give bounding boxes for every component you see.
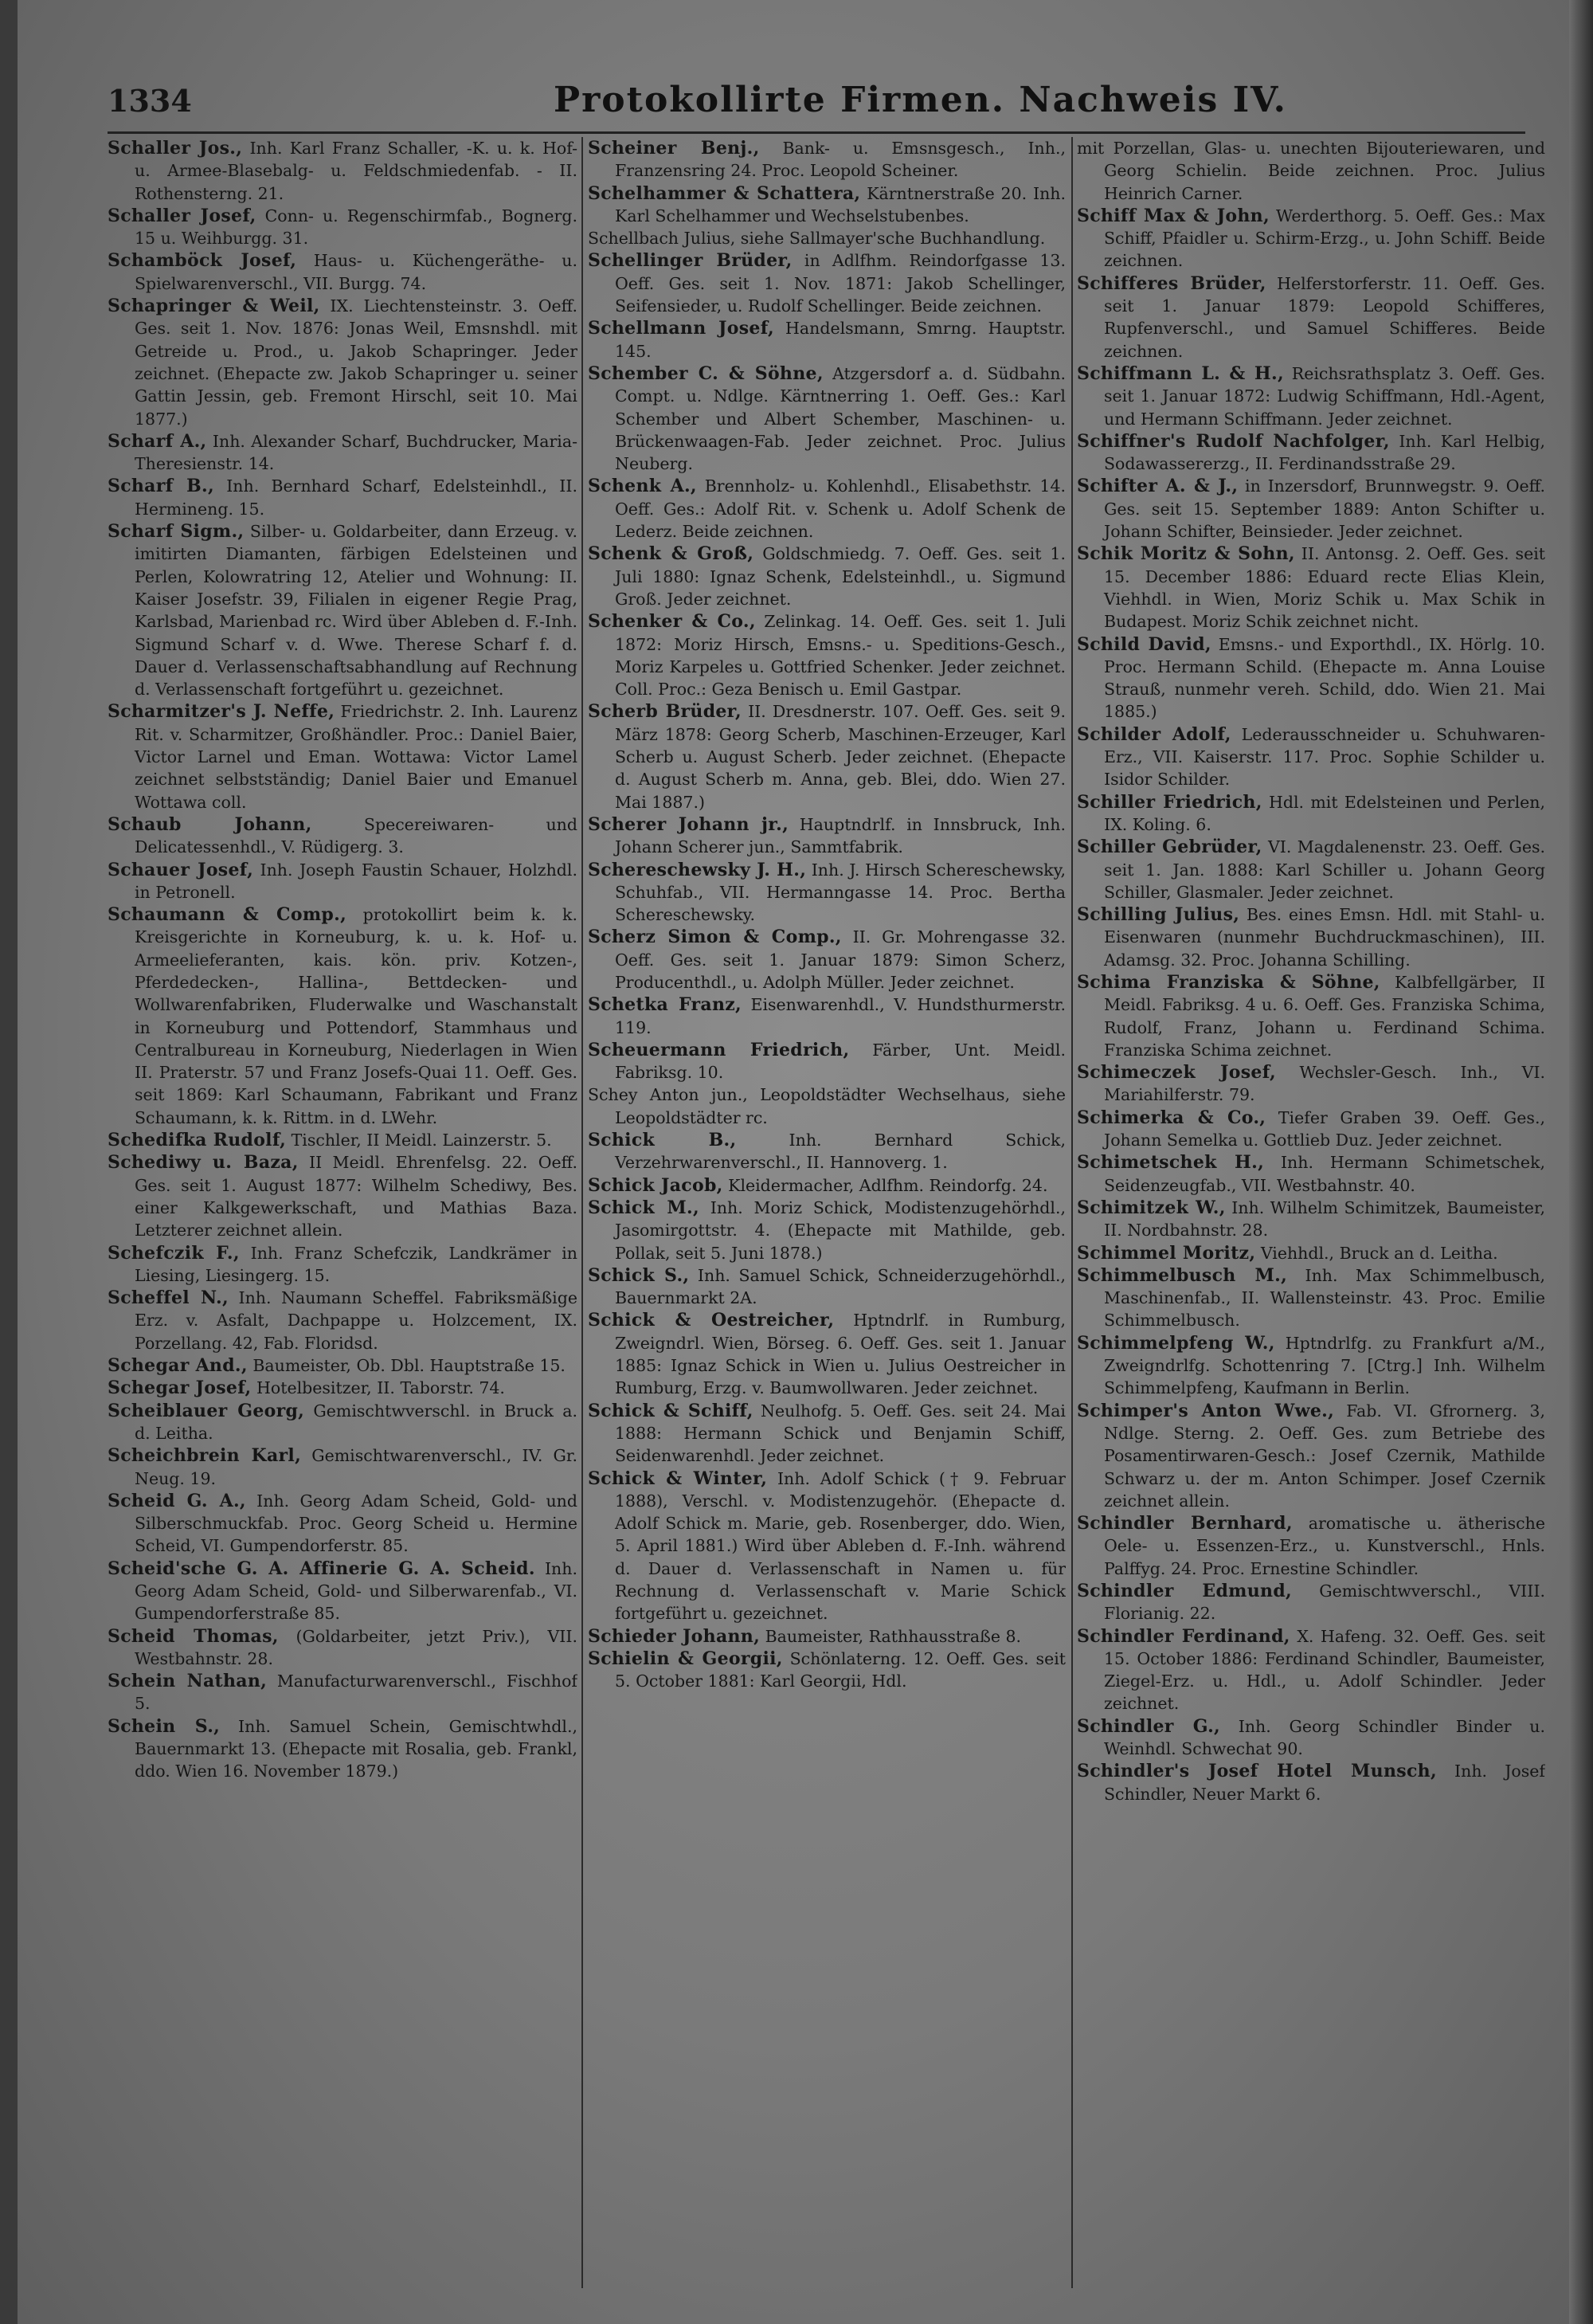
entry-details: Inh. Naumann Scheffel. Fabriksmäßige Erz. v. Asfalt, Dachpappe u. Holzcement, IX. Porzellang. 42, Fab. Floridsd.: [135, 1288, 577, 1353]
firm-name: Schenker & Co.,: [588, 611, 756, 633]
entry-details: IX. Liechtensteinstr. 3. Oeff. Ges. seit 1. Nov. 1876: Jonas Weil, Emsnshdl. mit Getreide u. Prod., u. Jakob Schapringer. Jeder zeichnet. (Ehepacte zw. Jakob Schapringer u. seiner Gattin Jessin, geb. Fremont Hirschl, seit 10. Mai 1877.): [135, 296, 577, 429]
firm-name: Schellinger Brüder,: [588, 250, 793, 272]
entry-details: Wechsler-Gesch. Inh., VI. Mariahilferstr. 79.: [1104, 1063, 1545, 1105]
directory-entry: [588, 1129, 1066, 1174]
entry-details: Inh. J. Hirsch Schereschewsky, Schuhfab., VII. Hermanngasse 14. Proc. Bertha Schereschewsky.: [615, 860, 1066, 925]
directory-entry: [1077, 971, 1545, 1061]
firm-name: Schenk A.,: [588, 476, 697, 497]
firm-name: Schereschewsky J. H.,: [588, 859, 807, 880]
directory-entry: [1077, 1625, 1545, 1715]
directory-entry: [588, 1174, 1066, 1197]
entry-details: Brennholz- u. Kohlenhdl., Elisabethstr. 14. Oeff. Ges.: Adolf Rit. v. Schenk u. Adolf Schenk de Lederz. Beide zeichnen.: [615, 476, 1066, 542]
entry-details: Gemischtwverschl., VIII. Florianig. 22.: [1104, 1581, 1545, 1624]
firm-name: Schaller Jos.,: [108, 138, 243, 159]
directory-entry: [108, 859, 577, 904]
firm-name: Schick & Oestreicher,: [588, 1310, 835, 1331]
firm-name: Scheid G. A.,: [108, 1490, 246, 1511]
firm-name: Schapringer & Weil,: [108, 296, 320, 317]
entry-details: Inh. Adolf Schick († 9. Februar 1888), Verschl. v. Modistenzugehör. (Ehepacte d. Adolf Schick m. Marie, geb. Rosenberger, ddo. Wien, 5. April 1881.) Wird über Ableben d. F.-Inh. während d. Dauer d. Verlassenschaft in Namen u. für Rechnung d. Verlassenschaft v. Marie Schick fortgeführt u. gezeichnet.: [615, 1468, 1066, 1624]
directory-entry: [1077, 1715, 1545, 1761]
directory-entry: [108, 430, 577, 476]
firm-name: Schifferes Brüder,: [1077, 272, 1266, 294]
firm-name: Schimitzek W.,: [1077, 1197, 1226, 1218]
firm-name: Scheiner Benj.,: [588, 138, 760, 159]
directory-entry: [108, 137, 577, 205]
entry-details: mit Porzellan, Glas- u. unechten Bijouteriewaren, und Georg Schielin. Beide zeichnen. Proc. Julius Heinrich Carner.: [1077, 139, 1545, 203]
entry-details: in Inzersdorf, Brunnwegstr. 9. Oeff. Ges. seit 15. September 1889: Anton Schifter u. Johann Schifter, Beinsieder. Jeder zeichnet.: [1104, 476, 1545, 542]
firm-name: Schimmelbusch M.,: [1077, 1264, 1288, 1286]
entry-details: Inh. Georg Adam Scheid, Gold- und Silberwarenfab., VI. Gumpendorferstraße 85.: [135, 1558, 577, 1624]
firm-name: Schegar And.,: [108, 1355, 248, 1377]
firm-name: Schindler G.,: [1077, 1715, 1221, 1737]
directory-entry: [108, 903, 577, 1129]
directory-entry: [588, 182, 1066, 228]
entry-details: Goldschmiedg. 7. Oeff. Ges. seit 1. Juli 1880: Ignaz Schenk, Edelsteinhdl., u. Sigmund Groß. Jeder zeichnet.: [615, 544, 1066, 609]
directory-entry: [1077, 430, 1545, 476]
entry-details: X. Hafeng. 32. Oeff. Ges. seit 15. October 1886: Ferdinand Schindler, Baumeister, Ziegel-Erz. u. Hdl., u. Adolf Schindler. Jeder zeichnet.: [1104, 1626, 1545, 1714]
firm-name: Schiller Gebrüder,: [1077, 837, 1262, 858]
directory-entry: [1077, 1264, 1545, 1332]
firm-name: Scherb Brüder,: [588, 701, 742, 723]
firm-name: Schellmann Josef,: [588, 318, 774, 339]
page-header: [108, 80, 1525, 127]
firm-name: Schimeczek Josef,: [1077, 1062, 1276, 1084]
directory-entry: [588, 926, 1066, 993]
firm-name: Schiff Max & John,: [1077, 205, 1270, 226]
directory-entry: [108, 1490, 577, 1558]
firm-name: Schein Nathan,: [108, 1671, 268, 1692]
directory-entry: [108, 1129, 577, 1151]
directory-entry: [108, 1444, 577, 1490]
directory-entry: [1077, 1107, 1545, 1152]
directory-entry: [108, 520, 577, 700]
firm-name: Schimerka & Co.,: [1077, 1107, 1266, 1128]
entry-details: Schey Anton jun., Leopoldstädter Wechselhaus, siehe Leopoldstädter rc.: [588, 1085, 1066, 1127]
firm-name: Scheichbrein Karl,: [108, 1445, 302, 1467]
firm-name: Schik Moritz & Sohn,: [1077, 543, 1295, 565]
entry-details: Hotelbesitzer, II. Taborstr. 74.: [251, 1378, 505, 1398]
directory-entry: [1077, 836, 1545, 903]
entry-details: Tischler, II Meidl. Lainzerstr. 5.: [286, 1131, 552, 1150]
directory-entry: [1077, 1197, 1545, 1242]
directory-entry: [108, 249, 577, 295]
firm-name: Schindler Bernhard,: [1077, 1513, 1293, 1534]
entry-details: Silber- u. Goldarbeiter, dann Erzeug. v. imitirten Diamanten, färbigen Edelsteinen und Perlen, Kolowratring 12, Atelier und Wohnung: II. Kaiser Josefstr. 39, Filialen in eigener Regie Prag, Karlsbad, Marienbad rc. Wird über Ableben d. F.-Inh. Sigmund Scharf v. d. Wwe. Therese Scharf f. d. Dauer d. Verlassenschaftsabhandlung auf Rechnung d. Verlassenschaft fortgeführt u. gezeichnet.: [135, 522, 577, 700]
entry-details: II. Antonsg. 2. Oeff. Ges. seit 15. December 1886: Eduard recte Elias Klein, Viehhdl. in Wien, Moriz Schik u. Max Schik in Budapest. Moriz Schik zeichnet nicht.: [1104, 544, 1545, 632]
firm-name: Scheiblauer Georg,: [108, 1400, 305, 1421]
firm-name: Scherz Simon & Comp.,: [588, 927, 842, 948]
entry-details: Inh. Karl Franz Schaller, -K. u. k. Hof- u. Armee-Blasebalg- u. Feldschmiedenfab. - II. Rothensterng. 21.: [135, 139, 577, 203]
firm-name: Schieder Johann,: [588, 1625, 761, 1647]
directory-entry: [588, 1309, 1066, 1399]
firm-name: Schimmel Moritz,: [1077, 1242, 1256, 1264]
firm-name: Schielin & Georgii,: [588, 1648, 783, 1669]
firm-name: Schick M.,: [588, 1197, 699, 1218]
entry-details: Hptndrlfg. zu Frankfurt a/M., Zweigndrlfg. Schottenring 7. [Ctrg.] Inh. Wilhelm Schimmelpfeng, Kaufmann in Berlin.: [1104, 1333, 1545, 1398]
scan-edge-right: [1569, 0, 1593, 2324]
entry-details: VI. Magdalenenstr. 23. Oeff. Ges. seit 1. Jan. 1888: Karl Schiller u. Johann Georg Schiller, Glasmaler. Jeder zeichnet.: [1104, 837, 1545, 902]
directory-entry: [588, 317, 1066, 363]
firm-name: Schima Franziska & Söhne,: [1077, 971, 1380, 993]
entry-details: Schönlaterng. 12. Oeff. Ges. seit 5. October 1881: Karl Georgii, Hdl.: [615, 1648, 1066, 1691]
firm-name: Schild David,: [1077, 633, 1211, 655]
firm-name: Schiffner's Rudolf Nachfolger,: [1077, 430, 1390, 452]
directory-entry: [588, 1400, 1066, 1468]
entry-details: Inh. Bernhard Scharf, Edelsteinhdl., II. Hermineng. 15.: [135, 476, 577, 519]
firm-name: Scheuermann Friedrich,: [588, 1039, 850, 1060]
entry-details: Inh. Bernhard Schick, Verzehrwarenverschl., II. Hannoverg. 1.: [615, 1131, 1066, 1173]
firm-name: Schauer Josef,: [108, 859, 254, 880]
firm-name: Schiffmann L. & H.,: [1077, 363, 1284, 384]
directory-entry: [1077, 363, 1545, 430]
firm-name: Schick & Schiff,: [588, 1400, 753, 1421]
firm-name: Schember C. & Söhne,: [588, 363, 824, 384]
entry-details: Zelinkag. 14. Oeff. Ges. seit 1. Juli 1872: Moriz Hirsch, Emsns.- u. Speditions-Gesch., Moriz Karpeles u. Gottfried Schenker. Jeder zeichnet. Coll. Proc.: Geza Benisch u. Emil Gastpar.: [615, 612, 1066, 700]
column-1: [108, 137, 577, 2288]
entry-details: in Adlfhm. Reindorfgasse 13. Oeff. Ges. seit 1. Nov. 1871: Jakob Schellinger, Seifensieder, u. Rudolf Schellinger. Beide zeichnen.: [615, 251, 1066, 316]
firm-name: Scheid'sche G. A. Affinerie G. A. Scheid.: [108, 1558, 535, 1579]
entry-details: Inh. Samuel Schein, Gemischtwhdl., Bauernmarkt 13. (Ehepacte mit Rosalia, geb. Frankl, ddo. Wien 16. November 1879.): [135, 1716, 577, 1781]
entry-details: Inh. Samuel Schick, Schneiderzugehörhdl., Bauernmarkt 2A.: [615, 1265, 1066, 1308]
entry-details: Neulhofg. 5. Oeff. Ges. seit 24. Mai 1888: Hermann Schick und Benjamin Schiff, Seidenwarenhdl. Jeder zeichnet.: [615, 1401, 1066, 1466]
entry-details: Hptndrlf. in Rumburg, Zweigndrl. Wien, Börseg. 6. Oeff. Ges. seit 1. Januar 1885: Ignaz Schick in Wien u. Julius Oestreicher in Rumburg, Erzg. v. Baumwollwaren. Jeder zeichnet.: [615, 1311, 1066, 1398]
directory-entry: [588, 475, 1066, 543]
entry-details: Inh. Josef Schindler, Neuer Markt 6.: [1104, 1762, 1545, 1804]
directory-entry: [1077, 723, 1545, 791]
entry-details: Kalbfellgärber, II Meidl. Fabriksg. 4 u. 6. Oeff. Ges. Franziska Schima, Rudolf, Franz, Johann u. Ferdinand Schima. Franziska Schima zeichnet.: [1104, 972, 1545, 1060]
firm-name: Schaller Josef,: [108, 205, 256, 226]
directory-entry: [1077, 137, 1545, 205]
firm-name: Schindler Edmund,: [1077, 1581, 1292, 1601]
firm-name: Schimmelpfeng W.,: [1077, 1332, 1275, 1354]
entry-details: Inh. Karl Helbig, Sodawassererzg., II. Ferdinandsstraße 29.: [1104, 431, 1545, 474]
directory-entry: [588, 1468, 1066, 1625]
directory-entry: [108, 1715, 577, 1783]
directory-entry: [588, 700, 1066, 813]
firm-name: Schelhammer & Schattera,: [588, 182, 861, 204]
directory-entry: [108, 1377, 577, 1399]
header-rule: [108, 131, 1525, 134]
entry-details: Conn- u. Regenschirmfab., Bognerg. 15 u. Weihburgg. 31.: [135, 206, 577, 249]
directory-entry: [588, 249, 1066, 317]
directory-entry: [588, 1625, 1066, 1648]
entry-details: Werderthorg. 5. Oeff. Ges.: Max Schiff, Pfaidler u. Schirm-Erzg., u. John Schiff. Beide zeichnen.: [1104, 206, 1545, 271]
entry-details: II. Gr. Mohrengasse 32. Oeff. Ges. seit 1. Januar 1879: Simon Scherz, Producenthdl., u. Adolph Müller. Jeder zeichnet.: [615, 927, 1066, 992]
entry-details: Atzgersdorf a. d. Südbahn. Compt. u. Ndlge. Kärntnerring 1. Oeff. Ges.: Karl Schember und Albert Schember, Maschinen- u. Brückenwaagen-Fab. Jeder zeichnet. Proc. Julius Neuberg.: [615, 363, 1066, 474]
firm-name: Schick Jacob,: [588, 1174, 723, 1196]
firm-name: Schilder Adolf,: [1077, 723, 1231, 745]
entry-details: Emsns.- und Exporthdl., IX. Hörlg. 10. Proc. Hermann Schild. (Ehepacte m. Anna Louise Strauß, nunmehr vereh. Schild, ddo. Wien 21. Mai 1885.): [1104, 634, 1545, 722]
entry-details: Hauptndrlf. in Innsbruck, Inh. Johann Scherer jun., Sammtfabrik.: [615, 814, 1066, 857]
firm-name: Schedifka Rudolf,: [108, 1130, 287, 1151]
directory-entry: [588, 1039, 1066, 1084]
entry-details: Haus- u. Küchengeräthe- u. Spielwarenverschl., VII. Burgg. 74.: [135, 251, 577, 293]
directory-entry: [1077, 903, 1545, 971]
column-divider: [1071, 137, 1073, 2288]
directory-entry: [1077, 1061, 1545, 1107]
page-title: Protokollirte Firmen. Nachweis IV.: [554, 80, 1287, 120]
directory-entry: [1077, 205, 1545, 272]
directory-entry: [588, 1264, 1066, 1310]
directory-entry: [1077, 1580, 1545, 1625]
directory-entry: [588, 543, 1066, 610]
directory-entry: [108, 1242, 577, 1287]
firm-name: Scherer Johann jr.,: [588, 813, 789, 835]
firm-name: Schiller Friedrich,: [1077, 791, 1262, 813]
entry-details: Schellbach Julius, siehe Sallmayer'sche Buchhandlung.: [588, 229, 1046, 249]
entry-details: II. Dresdnerstr. 107. Oeff. Ges. seit 9. März 1878: Georg Scherb, Maschinen-Erzeuger, Karl Scherb u. August Scherb. Jeder zeichnet. (Ehepacte d. August Scherb m. Anna, geb. Blei, ddo. Wien 27. Mai 1887.): [615, 702, 1066, 812]
directory-entry: [588, 993, 1066, 1039]
directory-entry: [588, 1084, 1066, 1129]
directory-entry: [588, 859, 1066, 927]
entry-details: Inh. Wilhelm Schimitzek, Baumeister, II. Nordbahnstr. 28.: [1104, 1197, 1545, 1240]
entry-details: Kleidermacher, Adlfhm. Reindorfg. 24.: [722, 1175, 1048, 1195]
entry-details: Inh. Georg Adam Scheid, Gold- und Silberschmuckfab. Proc. Georg Scheid u. Hermine Scheid, VI. Gumpendorferstr. 85.: [135, 1491, 577, 1556]
entry-details: Gemischtwarenverschl., IV. Gr. Neug. 19.: [135, 1446, 577, 1488]
directory-entry: [588, 813, 1066, 859]
firm-name: Schick S.,: [588, 1264, 690, 1286]
directory-entry: [108, 1558, 577, 1625]
entry-details: Inh. Max Schimmelbusch, Maschinenfab., II. Wallensteinstr. 43. Proc. Emilie Schimmelbusch.: [1104, 1265, 1545, 1331]
directory-entry: [1077, 543, 1545, 633]
directory-entry: [588, 1648, 1066, 1693]
directory-entry: [588, 137, 1066, 182]
directory-entry: [1077, 791, 1545, 837]
entry-details: Inh. Alexander Scharf, Buchdrucker, Maria-Theresienstr. 14.: [135, 431, 577, 474]
firm-name: Schimetschek H.,: [1077, 1152, 1265, 1174]
directory-entry: [588, 227, 1066, 249]
directory-entry: [588, 1197, 1066, 1264]
directory-entry: [1077, 1332, 1545, 1400]
firm-name: Schefczik F.,: [108, 1242, 240, 1264]
entry-details: Eisenwarenhdl., V. Hundsthurmerstr. 119.: [615, 995, 1066, 1037]
firm-name: Scharf B.,: [108, 476, 214, 497]
firm-name: Schaub Johann,: [108, 813, 312, 835]
entry-details: Fab. VI. Gfrornerg. 3, Ndlge. Sterng. 2. Oeff. Ges. zum Betriebe des Posamentirwaren-Gesch.: Josef Czernik, Mathilde Schwarz u. der m. Anton Schimper. Josef Czernik zeichnet allein.: [1104, 1401, 1545, 1511]
directory-entry: [108, 475, 577, 520]
firm-name: Schick & Winter,: [588, 1468, 768, 1489]
entry-details: Helferstorferstr. 11. Oeff. Ges. seit 1. Januar 1879: Leopold Schifferes, Rupfenverschl., und Samuel Schifferes. Beide zeichnen.: [1104, 273, 1545, 361]
firm-name: Scheid Thomas,: [108, 1625, 279, 1647]
entry-details: Inh. Franz Schefczik, Landkrämer in Liesing, Liesingerg. 15.: [135, 1243, 577, 1285]
firm-name: Schilling Julius,: [1077, 904, 1240, 926]
directory-entry: [108, 1625, 577, 1671]
entry-details: Lederausschneider u. Schuhwaren-Erz., VII. Kaiserstr. 117. Proc. Sophie Schilder u. Isidor Schilder.: [1104, 724, 1545, 790]
firm-name: Schein S.,: [108, 1715, 221, 1737]
column-2: [588, 137, 1066, 2288]
directory-entry: [1077, 1400, 1545, 1512]
entry-details: Manufacturwarenverschl., Fischhof 5.: [135, 1671, 577, 1714]
firm-name: Schetka Franz,: [588, 994, 742, 1016]
directory-entry: [1077, 1242, 1545, 1264]
entry-details: Handelsmann, Smrng. Hauptstr. 145.: [615, 319, 1066, 361]
firm-name: Schediwy u. Baza,: [108, 1152, 299, 1174]
directory-entry: [108, 1670, 577, 1715]
entry-details: Inh. Moriz Schick, Modistenzugehörhdl., Jasomirgottstr. 4. (Ehepacte mit Mathilde, geb. Pollak, seit 5. Juni 1878.): [615, 1197, 1066, 1263]
firm-name: Scheffel N.,: [108, 1287, 229, 1309]
entry-details: Specereiwaren- und Delicatessenhdl., V. Rüdigerg. 3.: [135, 814, 577, 857]
directory-entry: [1077, 1512, 1545, 1580]
entry-details: Reichsrathsplatz 3. Oeff. Ges. seit 1. Januar 1872: Ludwig Schiffmann, Hdl.-Agent, und Hermann Schiffmann. Jeder zeichnet.: [1104, 363, 1545, 429]
directory-entry: [1077, 272, 1545, 363]
page-number: 1334: [108, 83, 192, 119]
firm-name: Scharf A.,: [108, 430, 207, 452]
entry-details: Baumeister, Rathhausstraße 8.: [760, 1626, 1022, 1646]
scan-edge-left: [0, 0, 18, 2324]
entry-details: Gemischtwverschl. in Bruck a. d. Leitha.: [135, 1401, 577, 1443]
entry-details: II Meidl. Ehrenfelsg. 22. Oeff. Ges. seit 1. August 1877: Wilhelm Schediwy, Bes. einer Kalkgewerkschaft, und Mathias Baza. Letzterer zeichnet allein.: [135, 1153, 577, 1240]
entry-details: (Goldarbeiter, jetzt Priv.), VII. Westbahnstr. 28.: [135, 1626, 577, 1668]
directory-entry: [588, 363, 1066, 475]
directory-entry: [1077, 1151, 1545, 1197]
entry-details: Färber, Unt. Meidl. Fabriksg. 10.: [615, 1040, 1066, 1083]
firm-name: Schaumann & Comp.,: [108, 904, 347, 926]
entry-details: Bank- u. Emsnsgesch., Inh., Franzensring 24. Proc. Leopold Scheiner.: [615, 139, 1066, 181]
entry-details: Friedrichstr. 2. Inh. Laurenz Rit. v. Scharmitzer, Großhändler. Proc.: Daniel Baier, Victor Larnel und Eman. Wottawa: Victor Lamel zeichnet selbstständig; Daniel Baier und Emanuel Wottawa coll.: [135, 702, 577, 812]
entry-details: Inh. Georg Schindler Binder u. Weinhdl. Schwechat 90.: [1104, 1716, 1545, 1759]
directory-entry: [588, 610, 1066, 700]
firm-name: Schamböck Josef,: [108, 250, 297, 272]
firm-name: Schegar Josef,: [108, 1378, 252, 1399]
directory-entry: [1077, 633, 1545, 723]
directory-entry: [1077, 475, 1545, 543]
directory-entry: [108, 1400, 577, 1445]
directory-entry: [108, 1354, 577, 1377]
directory-entry: [1077, 1760, 1545, 1805]
entry-details: Hdl. mit Edelsteinen und Perlen, IX. Koling. 6.: [1104, 792, 1545, 834]
entry-details: Inh. Joseph Faustin Schauer, Holzhdl. in Petronell.: [135, 860, 577, 902]
firm-name: Schifter A. & J.,: [1077, 476, 1239, 497]
firm-name: Schick B.,: [588, 1130, 737, 1151]
firm-name: Schenk & Groß,: [588, 543, 754, 565]
entry-details: Viehhdl., Bruck an d. Leitha.: [1255, 1243, 1498, 1263]
firm-name: Schimper's Anton Wwe.,: [1077, 1400, 1335, 1421]
entry-details: Inh. Hermann Schimetschek, Seidenzeugfab., VII. Westbahnstr. 40.: [1104, 1153, 1545, 1195]
firm-name: Scharf Sigm.,: [108, 521, 245, 543]
directory-entry: [108, 205, 577, 250]
directory-entry: [108, 700, 577, 813]
entry-details: aromatische u. ätherische Oele- u. Essenzen-Erz., u. Kunstverschl., Hnls. Palffyg. 24. Proc. Ernestine Schindler.: [1104, 1514, 1545, 1578]
entry-details: protokollirt beim k. k. Kreisgerichte in Korneuburg, k. u. k. Hof- u. Armeelieferanten, kais. kön. priv. Kotzen-, Pferdedecken-, Hallina-, Bettdecken- und Wollwarenfabriken, Fluderwalke und Waschanstalt in Korneuburg und Pottendorf, Stammhaus und Centralbureau in Korneuburg, Niederlagen in Wien II. Praterstr. 57 und Franz Josefs-Quai 11. Oeff. Ges. seit 1869: Karl Schaumann, Fabrikant und Franz Schaumann, k. k. Rittm. in d. LWehr.: [135, 905, 577, 1127]
entry-details: Tiefer Graben 39. Oeff. Ges., Johann Semelka u. Gottlieb Duz. Jeder zeichnet.: [1104, 1107, 1545, 1150]
directory-entry: [108, 1287, 577, 1354]
firm-name: Schindler's Josef Hotel Munsch,: [1077, 1761, 1437, 1782]
directory-entry: [108, 295, 577, 430]
directory-entry: [108, 1151, 577, 1241]
entry-details: Kärntnerstraße 20. Inh. Karl Schelhammer und Wechselstubenbes.: [615, 183, 1066, 225]
firm-name: Scharmitzer's J. Neffe,: [108, 701, 335, 723]
directory-entry: [108, 813, 577, 859]
entry-details: Bes. eines Emsn. Hdl. mit Stahl- u. Eisenwaren (nunmehr Buchdruckmaschinen), III. Adamsg. 32. Proc. Johanna Schilling.: [1104, 905, 1545, 970]
firm-name: Schindler Ferdinand,: [1077, 1625, 1290, 1647]
column-divider: [581, 137, 583, 2288]
column-3: [1077, 137, 1545, 2288]
entry-details: Baumeister, Ob. Dbl. Hauptstraße 15.: [247, 1356, 566, 1376]
